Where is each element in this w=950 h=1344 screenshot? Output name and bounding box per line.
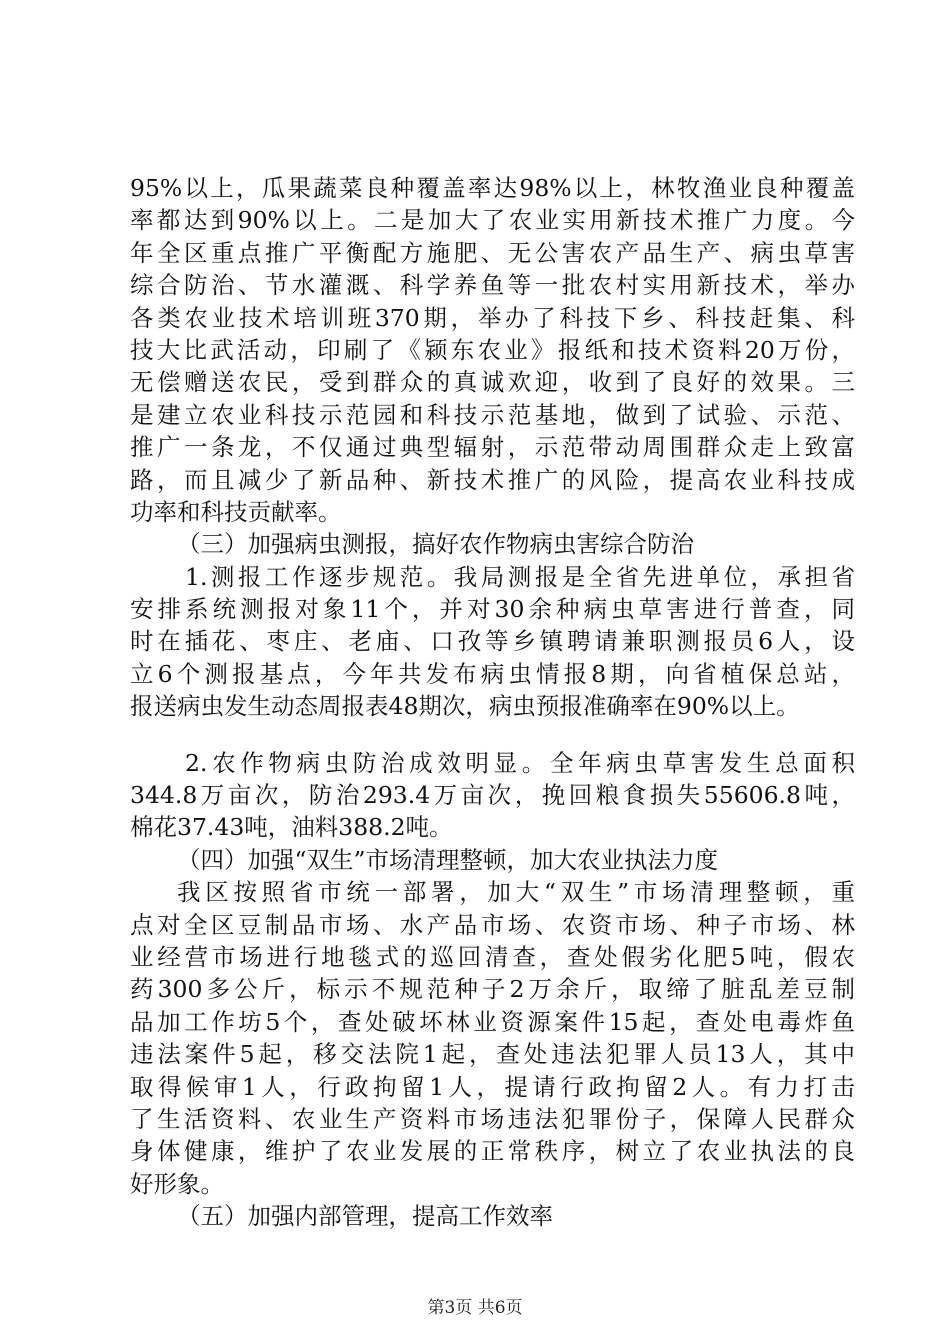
text-line: 业经营市场进行地毯式的巡回清查，查处假劣化肥5吨，假农 bbox=[130, 942, 855, 971]
paragraph-pest-forecast bbox=[130, 561, 855, 723]
text-line: 我区按照省市统一部署，加大“双生”市场清理整顿，重 bbox=[177, 878, 855, 907]
text-line: 路，而且减少了新品种、新技术推广的风险，提高农业科技成 bbox=[130, 465, 855, 494]
text-line: 身体健康，维护了农业发展的正常秩序，树立了农业执法的良 bbox=[130, 1137, 855, 1166]
text-line: 棉花37.43吨，油料388.2吨。 bbox=[130, 813, 453, 842]
text-line: 年全区重点推广平衡配方施肥、无公害农产品生产、病虫草害 bbox=[130, 238, 855, 267]
text-line: 是建立农业科技示范园和科技示范基地，做到了试验、示范、 bbox=[130, 400, 855, 429]
section-heading-3: （三）加强病虫测报，搞好农作物病虫害综合防治 bbox=[177, 530, 694, 559]
text-line: 立6个测报基点，今年共发布病虫情报8期，向省植保总站， bbox=[130, 659, 855, 688]
section-heading-4: （四）加强“双生”市场清理整顿，加大农业执法力度 bbox=[177, 845, 719, 874]
text-line: 好形象。 bbox=[130, 1169, 224, 1198]
text-line: 95%以上，瓜果蔬菜良种覆盖率达98%以上，林牧渔业良种覆盖 bbox=[130, 174, 855, 202]
text-line: 时在插花、枣庄、老庙、口孜等乡镇聘请兼职测报员6人，设 bbox=[130, 627, 855, 656]
text-line: 报送病虫发生动态周报表48期次，病虫预报准确率在90%以上。 bbox=[130, 692, 800, 721]
paragraph-market-enforcement bbox=[130, 876, 855, 1200]
text-line: 综合防治、节水灌溉、科学养鱼等一批农村实用新技术，举办 bbox=[130, 271, 855, 300]
section-heading-5: （五）加强内部管理，提高工作效率 bbox=[177, 1202, 553, 1231]
text-line: 率都达到90%以上。二是加大了农业实用新技术推广力度。今 bbox=[130, 206, 855, 235]
text-line: 无偿赠送农民，受到群众的真诚欢迎，收到了良好的效果。三 bbox=[130, 368, 855, 397]
text-line: 违法案件5起，移交法院1起，查处违法犯罪人员13人，其中 bbox=[130, 1040, 855, 1069]
document-body bbox=[130, 172, 855, 1233]
text-line: 药300多公斤，标示不规范种子2万余斤，取缔了脏乱差豆制 bbox=[130, 975, 855, 1004]
text-line: 推广一条龙，不仅通过典型辐射，示范带动周围群众走上致富 bbox=[130, 433, 855, 462]
page-number-footer: 第3页 共6页 bbox=[427, 1298, 523, 1318]
text-line: 取得候审1人，行政拘留1人，提请行政拘留2人。有力打击 bbox=[130, 1072, 855, 1101]
text-line: 2.农作物病虫防治成效明显。全年病虫草害发生总面积 bbox=[185, 748, 855, 777]
text-line: 各类农业技术培训班370期，举办了科技下乡、科技赶集、科 bbox=[130, 303, 855, 332]
text-line: 技大比武活动，印刷了《颍东农业》报纸和技术资料20万份， bbox=[130, 335, 855, 364]
paragraph-seed-and-tech bbox=[130, 172, 855, 528]
text-line: 1.测报工作逐步规范。我局测报是全省先进单位，承担省 bbox=[185, 562, 855, 591]
text-line: 功率和科技贡献率。 bbox=[130, 497, 342, 526]
paragraph-pest-control bbox=[130, 747, 855, 844]
text-line: 点对全区豆制品市场、水产品市场、农资市场、种子市场、林 bbox=[130, 910, 855, 939]
text-line: 品加工作坊5个，查处破坏林业资源案件15起，查处电毒炸鱼 bbox=[130, 1007, 855, 1036]
text-line: 了生活资料、农业生产资料市场违法犯罪份子，保障人民群众 bbox=[130, 1104, 855, 1133]
text-line: 安排系统测报对象11个，并对30余种病虫草害进行普查，同 bbox=[130, 595, 855, 624]
paragraph-gap bbox=[130, 723, 855, 747]
text-line: 344.8万亩次，防治293.4万亩次，挽回粮食损失55606.8吨， bbox=[130, 781, 855, 810]
